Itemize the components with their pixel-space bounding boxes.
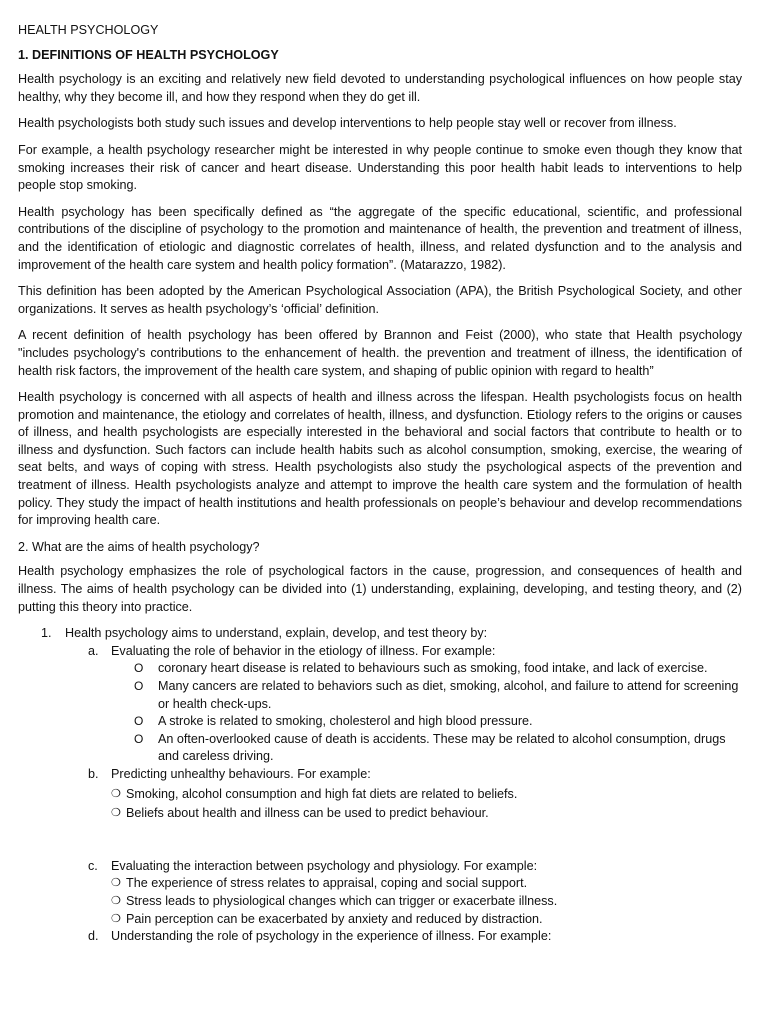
sublist-item	[18, 766, 742, 784]
circle-bullet-icon: O	[134, 661, 144, 676]
sublist-item-text: Evaluating the interaction between psychology and physiology. For example:	[111, 858, 538, 873]
bullet-item-text: An often-overlooked cause of death is accidents. These may be related to alcohol consumption, drugs and careless driving.	[158, 731, 726, 764]
blank-space	[18, 823, 742, 858]
bullet-item	[18, 786, 742, 804]
paragraph: A recent definition of health psychology has been offered by Brannon and Feist (2000), who state that Health psychology "includes psychology's contributions to the enhancement of health. the prevention and treatment of illness, the identification of health risk factors, the improvement of the health care system, and shaping of public opinion with regard to health”	[18, 328, 742, 378]
bullet-item	[18, 660, 742, 678]
paragraph: Health psychologists both study such issues and develop interventions to help people stay well or recover from illness.	[18, 116, 677, 131]
paragraph: For example, a health psychology researcher might be interested in why people continue to smoke even though they know that smoking increases their risk of cancer and heart disease. Understanding this poor health habit leads to interventions to help people stop smoking.	[18, 142, 742, 193]
circle-bullet-icon: O	[134, 679, 144, 693]
circle-bullet-icon: ❍	[111, 894, 121, 907]
sublist-marker: b.	[88, 766, 99, 781]
bullet-item	[18, 731, 742, 766]
bullet-item-text: Beliefs about health and illness can be used to predict behaviour.	[126, 806, 489, 821]
bullet-item	[18, 678, 742, 713]
sublist-item	[18, 643, 742, 661]
bullet-item-text: Pain perception can be exacerbated by anxiety and reduced by distraction.	[126, 911, 543, 926]
sublist-item-text: Understanding the role of psychology in the experience of illness. For example:	[111, 929, 552, 944]
list-item	[18, 625, 742, 643]
bullet-item-text: The experience of stress relates to appraisal, coping and social support.	[126, 876, 528, 891]
section-1-heading: 1. DEFINITIONS OF HEALTH PSYCHOLOGY	[18, 47, 279, 62]
circle-bullet-icon: ❍	[111, 787, 121, 800]
sublist-marker: d.	[88, 929, 99, 944]
paragraph: This definition has been adopted by the American Psychological Association (APA), the British Psychological Society, and other organizations. It serves as health psychology’s ‘official’ definition.	[18, 284, 742, 316]
sublist-item-text: Evaluating the role of behavior in the etiology of illness. For example:	[111, 643, 496, 658]
bullet-item	[18, 893, 742, 911]
bullet-item-text: Smoking, alcohol consumption and high fat diets are related to beliefs.	[126, 786, 518, 801]
bullet-item	[18, 875, 742, 893]
bullet-item	[18, 713, 742, 731]
circle-bullet-icon: ❍	[111, 912, 121, 925]
sublist-item-text: Predicting unhealthy behaviours. For example:	[111, 766, 371, 781]
sublist-marker: a.	[88, 643, 99, 658]
bullet-item	[18, 805, 742, 823]
paragraph: Health psychology is concerned with all aspects of health and illness across the lifespan. Health psychologists focus on health promotion and maintenance, the etiology and correlates of health, illness, and dysfunction. Etiology refers to the origins or causes of illness, and health psychologists are especially interested in the behavioral and social factors that contribute to health or to illness and dysfunction. Such factors can include health habits such as alcohol consumption, smoking, exercise, the wearing of seat belts, and ways of coping with stress. Health psychologists also study the psychological aspects of the prevention and treatment of illness. Health psychologists analyze and attempt to improve the health care system and the formulation of health policy. They study the impact of health institutions and health professionals on people’s behaviour and develop recommendations for improving health care.	[18, 390, 742, 528]
sublist-item	[18, 928, 742, 946]
list-item-text: Health psychology aims to understand, explain, develop, and test theory by:	[65, 626, 488, 641]
section-2-paragraph: Health psychology emphasizes the role of psychological factors in the cause, progression, and consequences of health and illness. The aims of health psychology can be divided into (1) understanding, explaining, developing, and testing theory, and (2) putting this theory into practice.	[18, 564, 742, 614]
section-2-heading: 2. What are the aims of health psychology?	[18, 539, 260, 554]
circle-bullet-icon: O	[134, 731, 144, 746]
paragraph: Health psychology is an exciting and relatively new field devoted to understanding psychological influences on how people stay healthy, why they become ill, and how they respond when they do get ill.	[18, 72, 742, 104]
bullet-item-text: Stress leads to physiological changes which can trigger or exacerbate illness.	[126, 893, 558, 908]
circle-bullet-icon: ❍	[111, 877, 121, 890]
paragraph: Health psychology has been specifically defined as “the aggregate of the specific educational, scientific, and professional contributions of the discipline of psychology to the promotion and maintenance of health, the prevention and treatment of illness, and the identification of etiologic and diagnostic correlates of health, illness, and related dysfunction and to the analysis and improvement of the health care system and health policy formation”. (Matarazzo, 1982).	[18, 204, 742, 272]
bullet-item-text: Many cancers are related to behaviors such as diet, smoking, alcohol, and failure to attend for screening or health check-ups.	[158, 679, 739, 711]
bullet-item-text: A stroke is related to smoking, cholesterol and high blood pressure.	[158, 714, 533, 729]
document-page	[18, 22, 742, 946]
bullet-item	[18, 911, 742, 929]
list-marker: 1.	[41, 626, 52, 641]
sublist-item	[18, 858, 742, 876]
document-title: HEALTH PSYCHOLOGY	[18, 23, 159, 37]
bullet-item-text: coronary heart disease is related to behaviours such as smoking, food intake, and lack of exercise.	[158, 661, 708, 676]
circle-bullet-icon: O	[134, 714, 144, 729]
sublist-marker: c.	[88, 858, 98, 873]
circle-bullet-icon: ❍	[111, 807, 121, 820]
